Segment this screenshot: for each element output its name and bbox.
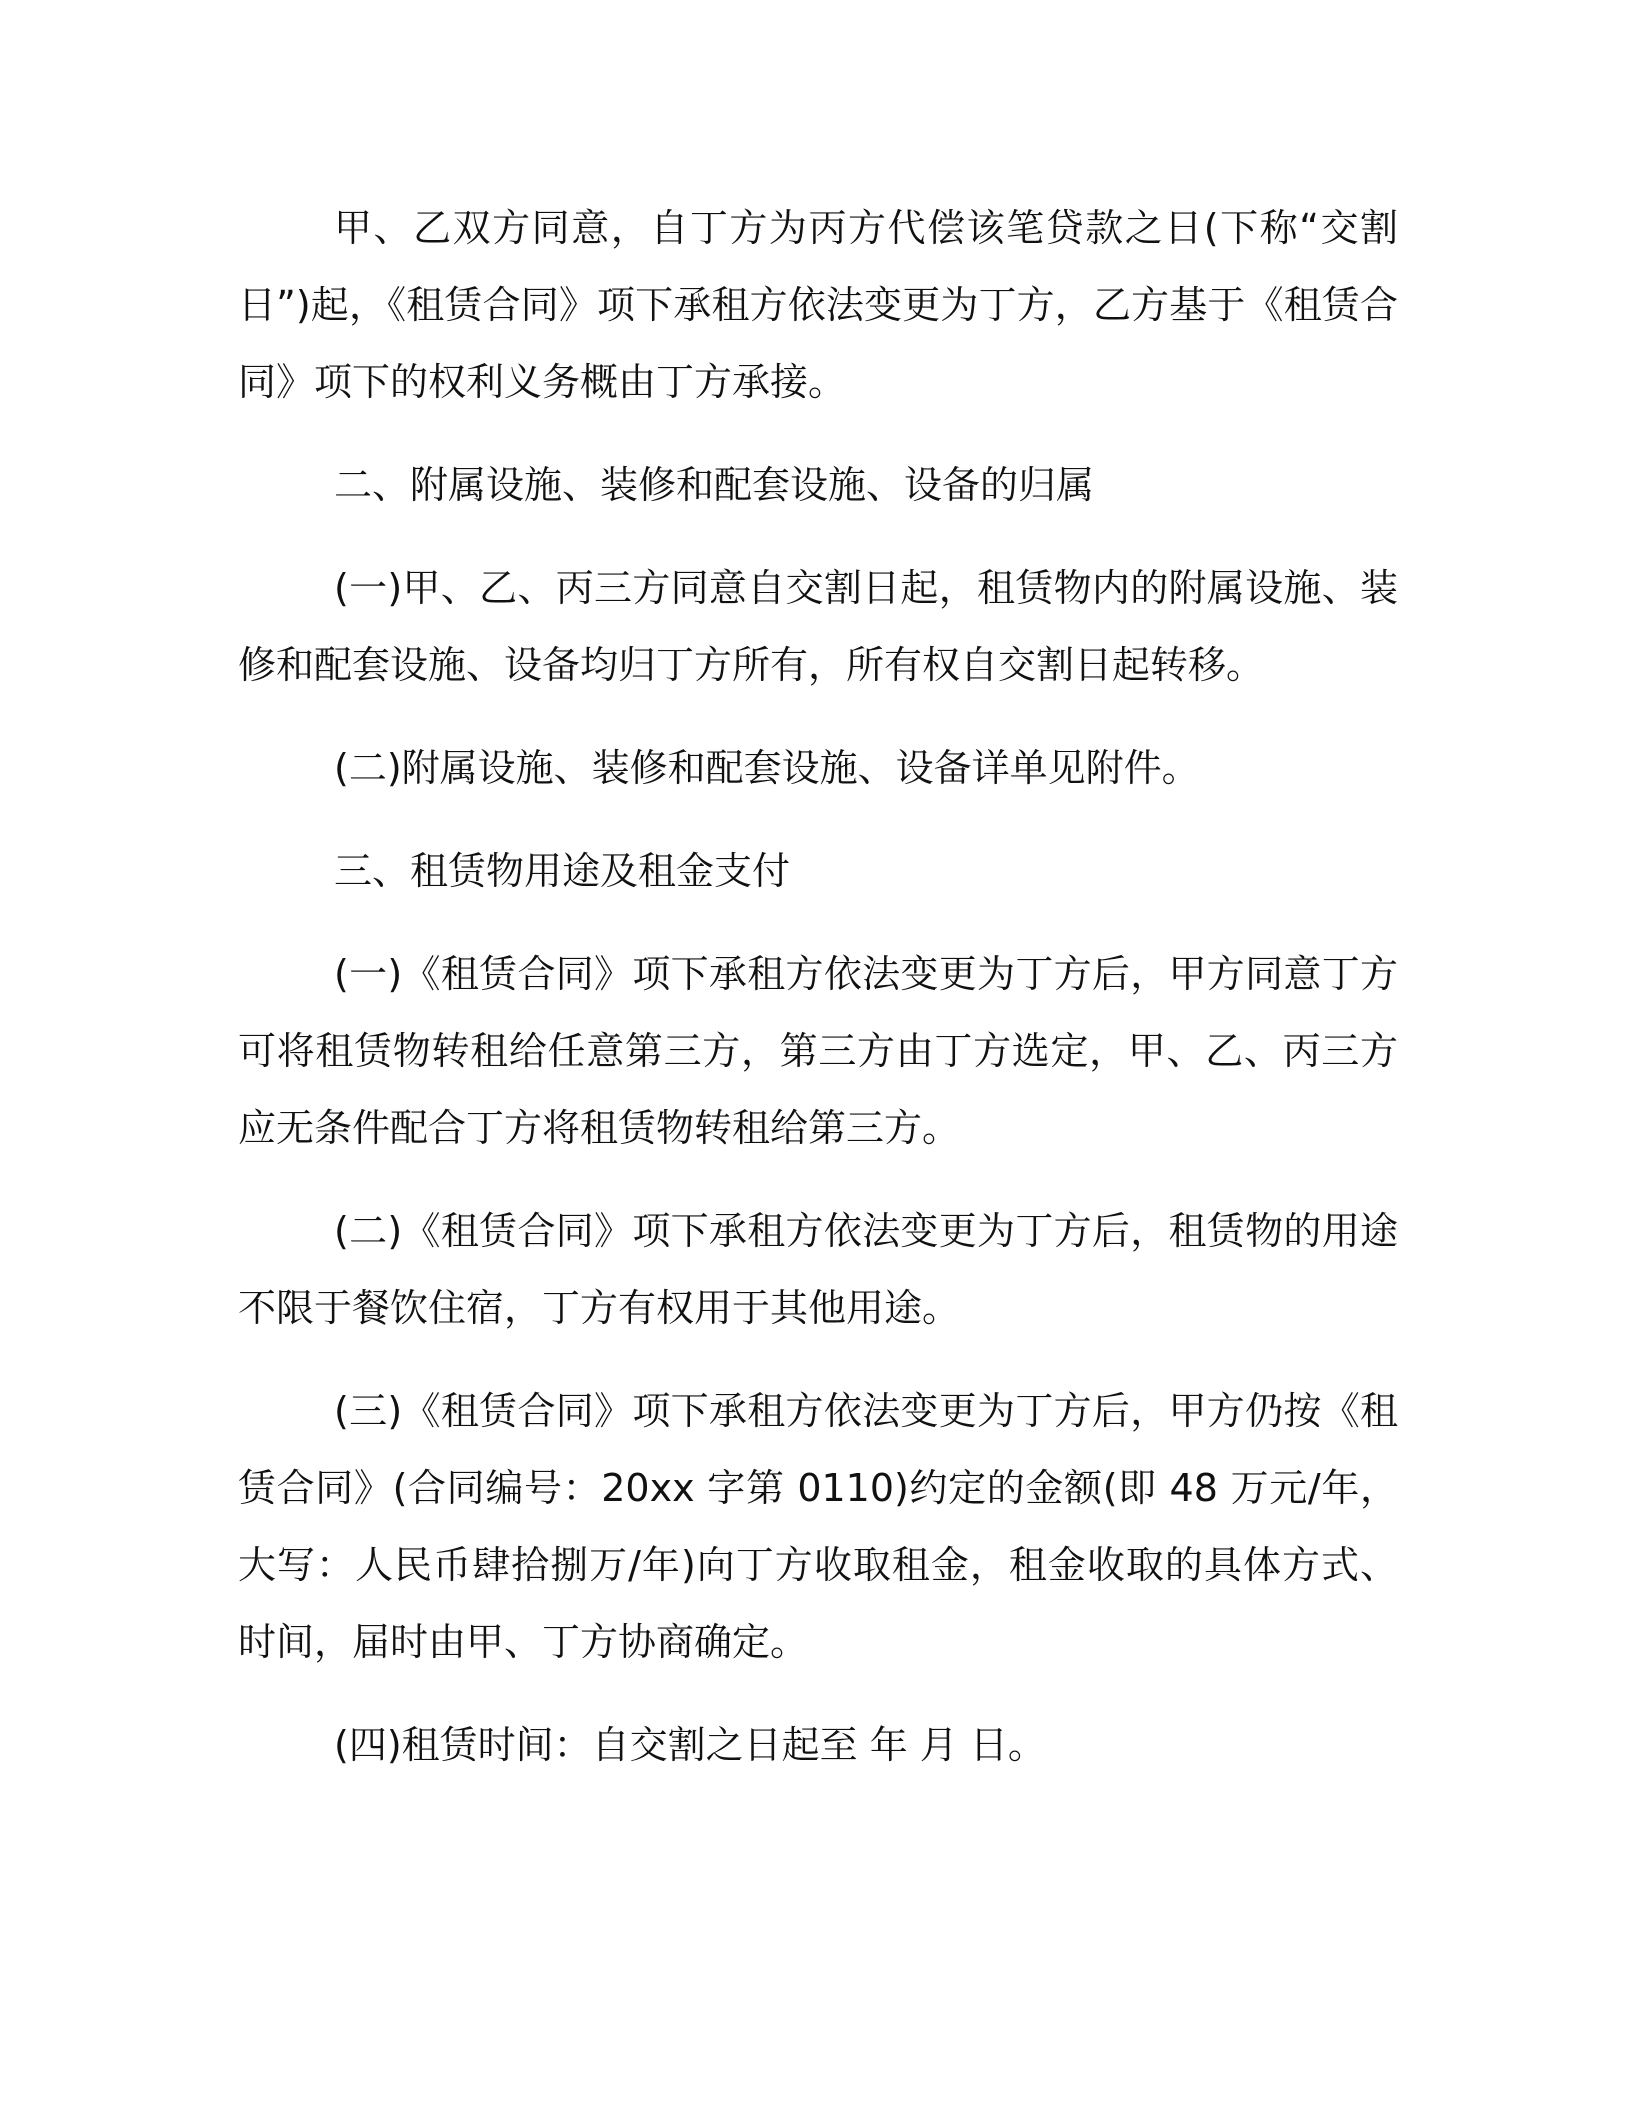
section-heading-usage-rent: 三、租赁物用途及租金支付	[334, 849, 791, 893]
document-body	[238, 190, 1398, 1810]
section-heading-ownership: 二、附属设施、装修和配套设施、设备的归属	[334, 463, 1095, 507]
paragraph-ownership-transfer: (一)甲、乙、丙三方同意自交割日起，租赁物内的附属设施、装修和配套设施、设备均归丁方所有，所有权自交割日起转移。	[238, 566, 1398, 687]
paragraph-sublease: (一)《租赁合同》项下承租方依法变更为丁方后，甲方同意丁方可将租赁物转租给任意第三方，第三方由丁方选定，甲、乙、丙三方应无条件配合丁方将租赁物转租给第三方。	[238, 952, 1398, 1150]
paragraph-rent: (三)《租赁合同》项下承租方依法变更为丁方后，甲方仍按《租赁合同》(合同编号：20xx 字第 0110)约定的金额(即 48 万元/年，大写：人民币肆拾捌万/年)向丁方收取租金，租金收取的具体方式、时间，届时由甲、丁方协商确定。	[238, 1389, 1398, 1664]
paragraph-handover: 甲、乙双方同意，自丁方为丙方代偿该笔贷款之日(下称“交割日”)起，《租赁合同》项下承租方依法变更为丁方，乙方基于《租赁合同》项下的权利义务概由丁方承接。	[238, 206, 1398, 404]
paragraph-ownership-attachment: (二)附属设施、装修和配套设施、设备详单见附件。	[334, 746, 1200, 790]
paragraph-usage: (二)《租赁合同》项下承租方依法变更为丁方后，租赁物的用途不限于餐饮住宿，丁方有权用于其他用途。	[238, 1209, 1398, 1330]
paragraph-lease-term: (四)租赁时间：自交割之日起至 年 月 日。	[334, 1723, 1046, 1767]
